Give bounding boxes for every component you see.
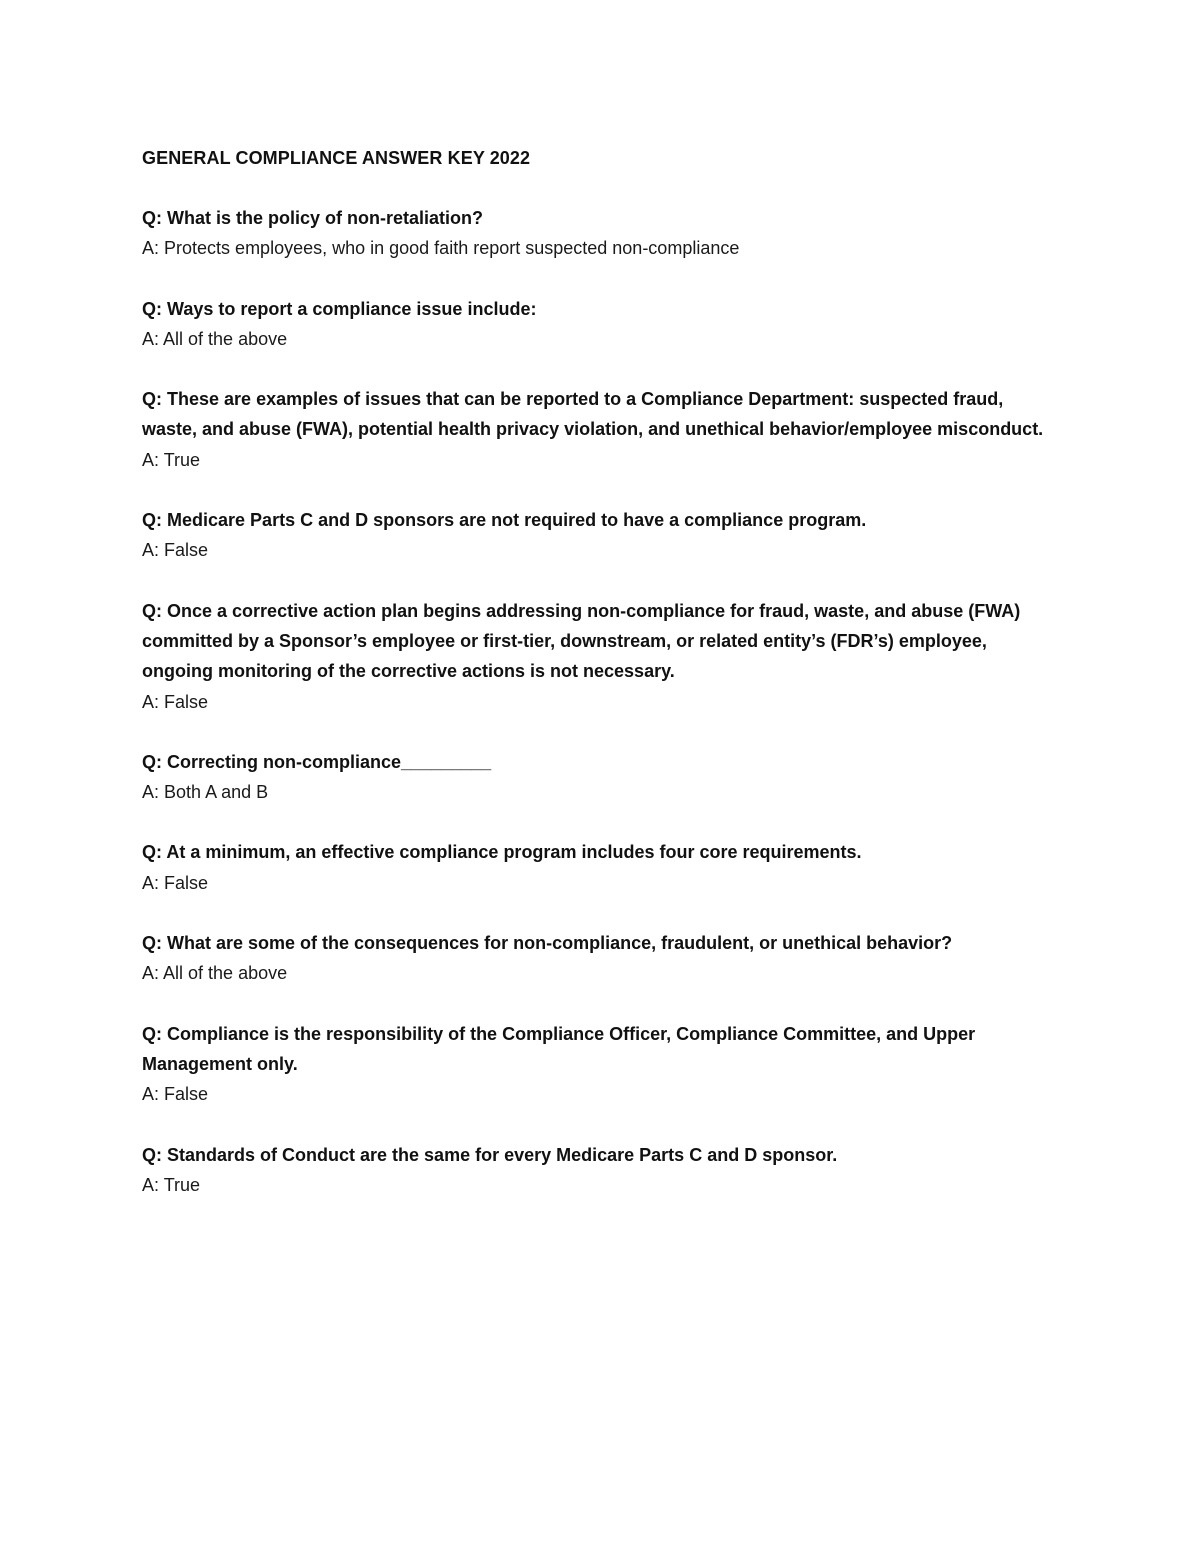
question-prefix: Q: — [142, 751, 162, 772]
answer-prefix: A: — [142, 782, 160, 803]
answer-prefix: A: — [142, 238, 160, 259]
answer-text: True — [163, 449, 201, 470]
document-body — [142, 143, 1062, 1230]
answer — [142, 868, 1062, 898]
answer-prefix: A: — [142, 449, 160, 470]
question — [142, 1140, 1062, 1170]
question-prefix: Q: — [142, 842, 162, 863]
question-text: Correcting non-compliance_________ — [167, 751, 492, 772]
answer-prefix: A: — [142, 540, 160, 561]
answer — [142, 1170, 1062, 1200]
question — [142, 747, 1062, 777]
question — [142, 928, 1062, 958]
answer — [142, 233, 1062, 263]
qa-item — [142, 203, 1062, 264]
answer — [142, 324, 1062, 354]
answer-text: All of the above — [163, 963, 288, 984]
qa-item — [142, 1019, 1062, 1110]
question-prefix: Q: — [142, 510, 162, 531]
question-prefix: Q: — [142, 298, 162, 319]
question-prefix: Q: — [142, 1144, 162, 1165]
answer-text: False — [164, 540, 209, 561]
qa-item — [142, 596, 1062, 717]
document-title: GENERAL COMPLIANCE ANSWER KEY 2022 — [142, 148, 531, 168]
qa-item — [142, 747, 1062, 808]
question-text: What is the policy of non-retaliation? — [167, 208, 484, 228]
answer-text: False — [164, 872, 209, 893]
question-text: Standards of Conduct are the same for every Medicare Parts C and D sponsor. — [167, 1144, 838, 1165]
answer — [142, 535, 1062, 565]
answer-text: True — [163, 1174, 201, 1195]
question — [142, 384, 1062, 445]
qa-item — [142, 1140, 1062, 1201]
question — [142, 294, 1062, 324]
question-text: At a minimum, an effective compliance program includes four core requirements. — [166, 842, 862, 863]
answer — [142, 958, 1062, 988]
answer — [142, 1079, 1062, 1109]
answer — [142, 445, 1062, 475]
qa-item — [142, 837, 1062, 898]
question-prefix: Q: — [142, 208, 162, 228]
question — [142, 203, 1062, 233]
question — [142, 837, 1062, 867]
question-prefix: Q: — [142, 933, 162, 954]
qa-item — [142, 505, 1062, 566]
question-text: What are some of the consequences for non-compliance, fraudulent, or unethical behavior? — [167, 933, 953, 954]
question-prefix: Q: — [142, 1023, 162, 1044]
qa-item — [142, 294, 1062, 355]
question-text: Medicare Parts C and D sponsors are not required to have a compliance program. — [167, 510, 867, 531]
answer-prefix: A: — [142, 691, 160, 712]
question — [142, 1019, 1062, 1080]
answer-prefix: A: — [142, 328, 160, 349]
answer-text: False — [164, 1084, 209, 1105]
answer-text: False — [164, 691, 209, 712]
question-text: These are examples of issues that can be reported to a Compliance Department: suspected fraud, waste, and abuse (FWA), potential health privacy violation, and unethical behavior/employee misconduct. — [142, 389, 1044, 440]
question-text: Compliance is the responsibility of the Compliance Officer, Compliance Committee, and Upper Management only. — [142, 1023, 976, 1074]
question-text: Once a corrective action plan begins addressing non-compliance for fraud, waste, and abuse (FWA) committed by a Sponsor’s employee or first-tier, downstream, or related entity’s (FDR’s) employee, ongoing monitoring of the corrective actions is not necessary. — [142, 600, 1021, 682]
question-prefix: Q: — [142, 600, 162, 621]
qa-item — [142, 928, 1062, 989]
qa-item — [142, 384, 1062, 475]
answer-prefix: A: — [142, 872, 160, 893]
answer-text: Protects employees, who in good faith report suspected non-compliance — [164, 238, 740, 259]
question-prefix: Q: — [142, 389, 162, 410]
question-text: Ways to report a compliance issue include: — [167, 298, 537, 319]
question — [142, 505, 1062, 535]
answer-text: All of the above — [163, 328, 288, 349]
answer-prefix: A: — [142, 1174, 160, 1195]
answer-text: Both A and B — [164, 782, 269, 803]
answer-prefix: A: — [142, 963, 160, 984]
answer-prefix: A: — [142, 1084, 160, 1105]
answer — [142, 777, 1062, 807]
question — [142, 596, 1062, 687]
answer — [142, 687, 1062, 717]
